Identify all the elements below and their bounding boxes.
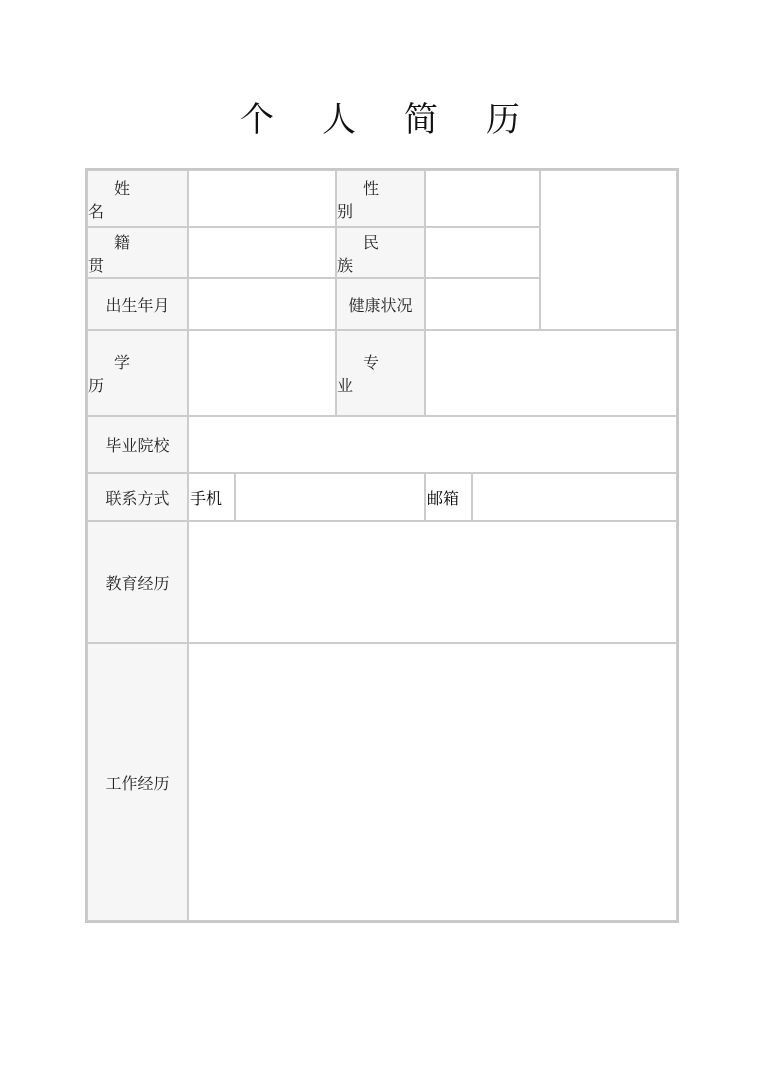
email-field[interactable] [472,473,677,521]
school-field[interactable] [188,416,677,473]
photo-box[interactable] [540,170,677,330]
ethnicity-field[interactable] [425,227,540,278]
major-label: 专业 [336,330,425,416]
health-label: 健康状况 [336,278,425,330]
page-title: 个人简历 [240,100,568,140]
contact-label: 联系方式 [87,473,188,521]
gender-label: 性别 [336,170,425,227]
education-history-label: 教育经历 [87,521,188,643]
hometown-label: 籍贯 [87,227,188,278]
email-label: 邮箱 [425,473,472,521]
name-label: 姓名 [87,170,188,227]
birth-date-label: 出生年月 [87,278,188,330]
phone-label: 手机 [188,473,235,521]
school-label: 毕业院校 [87,416,188,473]
ethnicity-label: 民族 [336,227,425,278]
education-field[interactable] [188,330,336,416]
work-history-label: 工作经历 [87,643,188,921]
resume-form [85,168,679,923]
education-label: 学历 [87,330,188,416]
health-field[interactable] [425,278,540,330]
gender-field[interactable] [425,170,540,227]
phone-field[interactable] [235,473,425,521]
work-history-field[interactable] [188,643,677,921]
birth-date-field[interactable] [188,278,336,330]
hometown-field[interactable] [188,227,336,278]
name-field[interactable] [188,170,336,227]
major-field[interactable] [425,330,677,416]
education-history-field[interactable] [188,521,677,643]
